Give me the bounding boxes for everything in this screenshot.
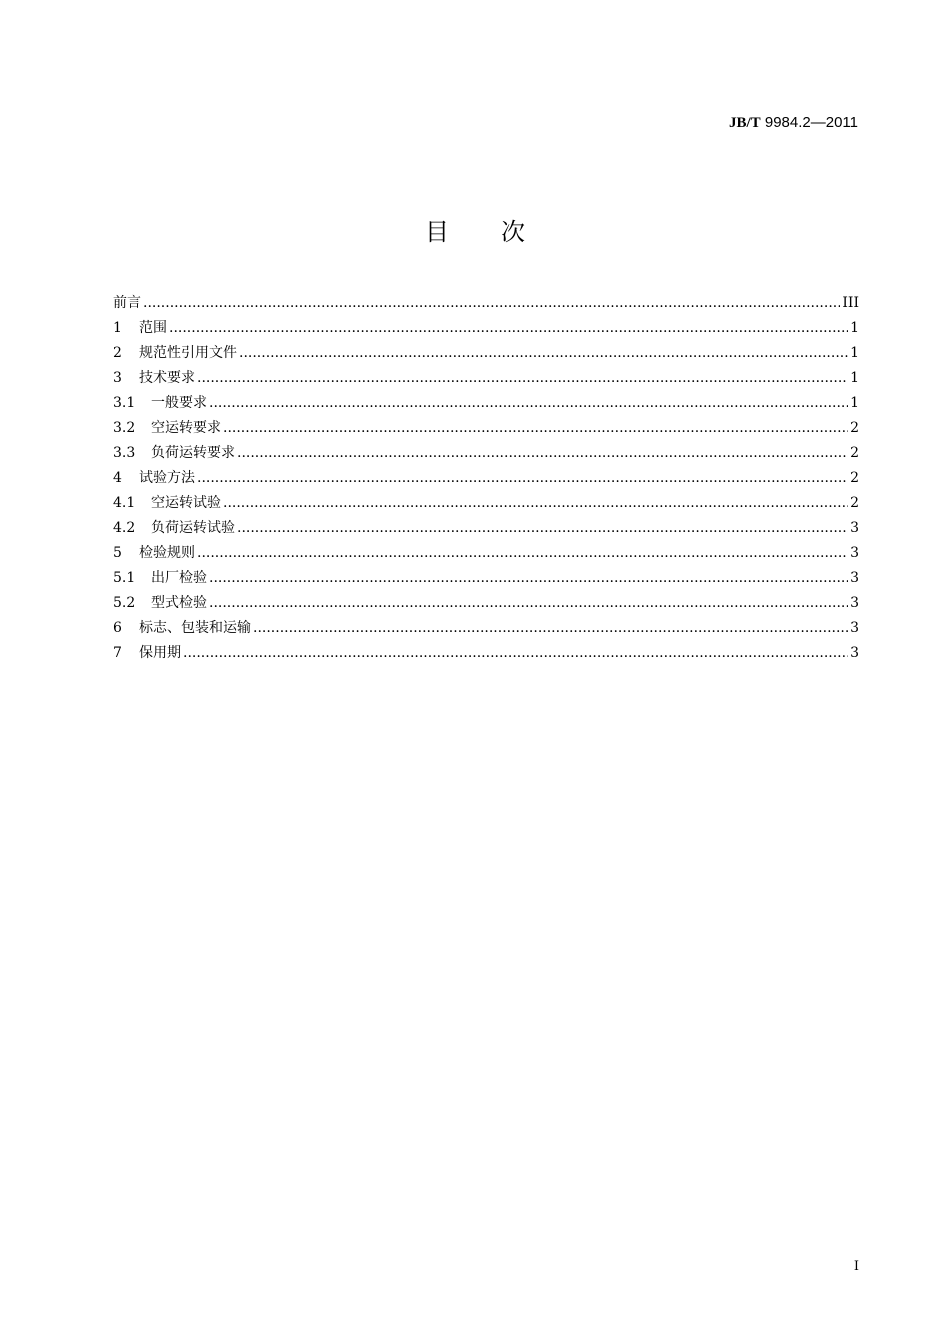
standard-code-number: 9984.2—2011 xyxy=(760,114,858,131)
toc-entry[interactable] xyxy=(113,516,859,541)
toc-entry-page: 1 xyxy=(850,395,859,411)
toc-entry-label: 规范性引用文件 xyxy=(139,345,237,361)
toc-entry-label: 标志、包装和运输 xyxy=(139,620,251,636)
toc-entry-label: 型式检验 xyxy=(151,595,207,611)
toc-leader-dots xyxy=(239,341,848,366)
toc-entry-page: 1 xyxy=(850,345,859,361)
toc-entry-number: 3.3 xyxy=(113,445,136,461)
toc-entry-number: 7 xyxy=(113,645,122,661)
toc-entry-number: 3 xyxy=(113,370,122,386)
toc-entry[interactable] xyxy=(113,291,859,316)
toc-entry-page: 3 xyxy=(850,595,859,611)
toc-leader-dots xyxy=(253,616,848,641)
toc-entry-number: 6 xyxy=(113,620,122,636)
title-char-1: 目 xyxy=(425,218,449,246)
toc-leader-dots xyxy=(209,391,848,416)
toc-entry-label: 空运转试验 xyxy=(151,495,221,511)
toc-leader-dots xyxy=(209,591,848,616)
toc-entry-number: 2 xyxy=(113,345,122,361)
toc-leader-dots xyxy=(169,316,848,341)
toc-entry[interactable] xyxy=(113,616,859,641)
toc-entry-number: 4.1 xyxy=(113,495,136,511)
toc-entry-page: 2 xyxy=(850,445,859,461)
toc-entry-label: 保用期 xyxy=(139,645,181,661)
toc-entry-number: 5 xyxy=(113,545,122,561)
toc-leader-dots xyxy=(237,516,848,541)
toc-entry-label: 负荷运转试验 xyxy=(151,520,235,536)
toc-entry[interactable] xyxy=(113,316,859,341)
toc-entry-number: 3.2 xyxy=(113,420,136,436)
toc-entry[interactable] xyxy=(113,566,859,591)
toc-entry[interactable] xyxy=(113,366,859,391)
toc-entry-number: 4.2 xyxy=(113,520,136,536)
toc-entry-number: 4 xyxy=(113,470,122,486)
toc-entry-number: 3.1 xyxy=(113,395,136,411)
toc-leader-dots xyxy=(197,466,848,491)
toc-leader-dots xyxy=(183,641,848,666)
toc-entry[interactable] xyxy=(113,441,859,466)
toc-entry[interactable] xyxy=(113,341,859,366)
toc-entry-label: 范围 xyxy=(139,320,167,336)
toc-entry-page: 3 xyxy=(850,620,859,636)
toc-entry[interactable] xyxy=(113,416,859,441)
page-title xyxy=(0,212,950,247)
standard-code-prefix: JB/T xyxy=(729,115,761,131)
toc-entry-label: 负荷运转要求 xyxy=(151,445,235,461)
toc-leader-dots xyxy=(197,541,848,566)
toc-entry-label: 试验方法 xyxy=(139,470,195,486)
toc-entry-page: 1 xyxy=(850,370,859,386)
toc-entry-label: 出厂检验 xyxy=(151,570,207,586)
title-char-2: 次 xyxy=(501,218,525,246)
toc-leader-dots xyxy=(223,491,848,516)
toc-leader-dots xyxy=(197,366,848,391)
toc-entry-page: 3 xyxy=(850,520,859,536)
toc-entry-number: 1 xyxy=(113,320,122,336)
toc-leader-dots xyxy=(209,566,848,591)
toc-leader-dots xyxy=(223,416,848,441)
toc-entry-page: 2 xyxy=(850,470,859,486)
toc-entry-label: 检验规则 xyxy=(139,545,195,561)
toc-entry-page: 3 xyxy=(850,645,859,661)
toc-entry-label: 一般要求 xyxy=(151,395,207,411)
footer-page-number: I xyxy=(853,1259,859,1274)
toc-entry-page: 1 xyxy=(850,320,859,336)
toc-leader-dots xyxy=(143,291,840,316)
toc-entry-page: III xyxy=(842,295,859,311)
toc-entry-label: 前言 xyxy=(113,295,141,311)
toc-entry[interactable] xyxy=(113,466,859,491)
toc-entry-page: 2 xyxy=(850,495,859,511)
toc-entry[interactable] xyxy=(113,391,859,416)
toc-entry[interactable] xyxy=(113,591,859,616)
toc-entry-number: 5.1 xyxy=(113,570,136,586)
toc-entry-page: 2 xyxy=(850,420,859,436)
toc-entry[interactable] xyxy=(113,541,859,566)
toc-entry[interactable] xyxy=(113,491,859,516)
table-of-contents xyxy=(113,291,859,666)
toc-entry[interactable] xyxy=(113,641,859,666)
toc-entry-page: 3 xyxy=(850,545,859,561)
toc-entry-number: 5.2 xyxy=(113,595,136,611)
toc-leader-dots xyxy=(237,441,848,466)
toc-entry-label: 空运转要求 xyxy=(151,420,221,436)
toc-entry-label: 技术要求 xyxy=(139,370,195,386)
standard-code xyxy=(729,114,858,132)
toc-entry-page: 3 xyxy=(850,570,859,586)
